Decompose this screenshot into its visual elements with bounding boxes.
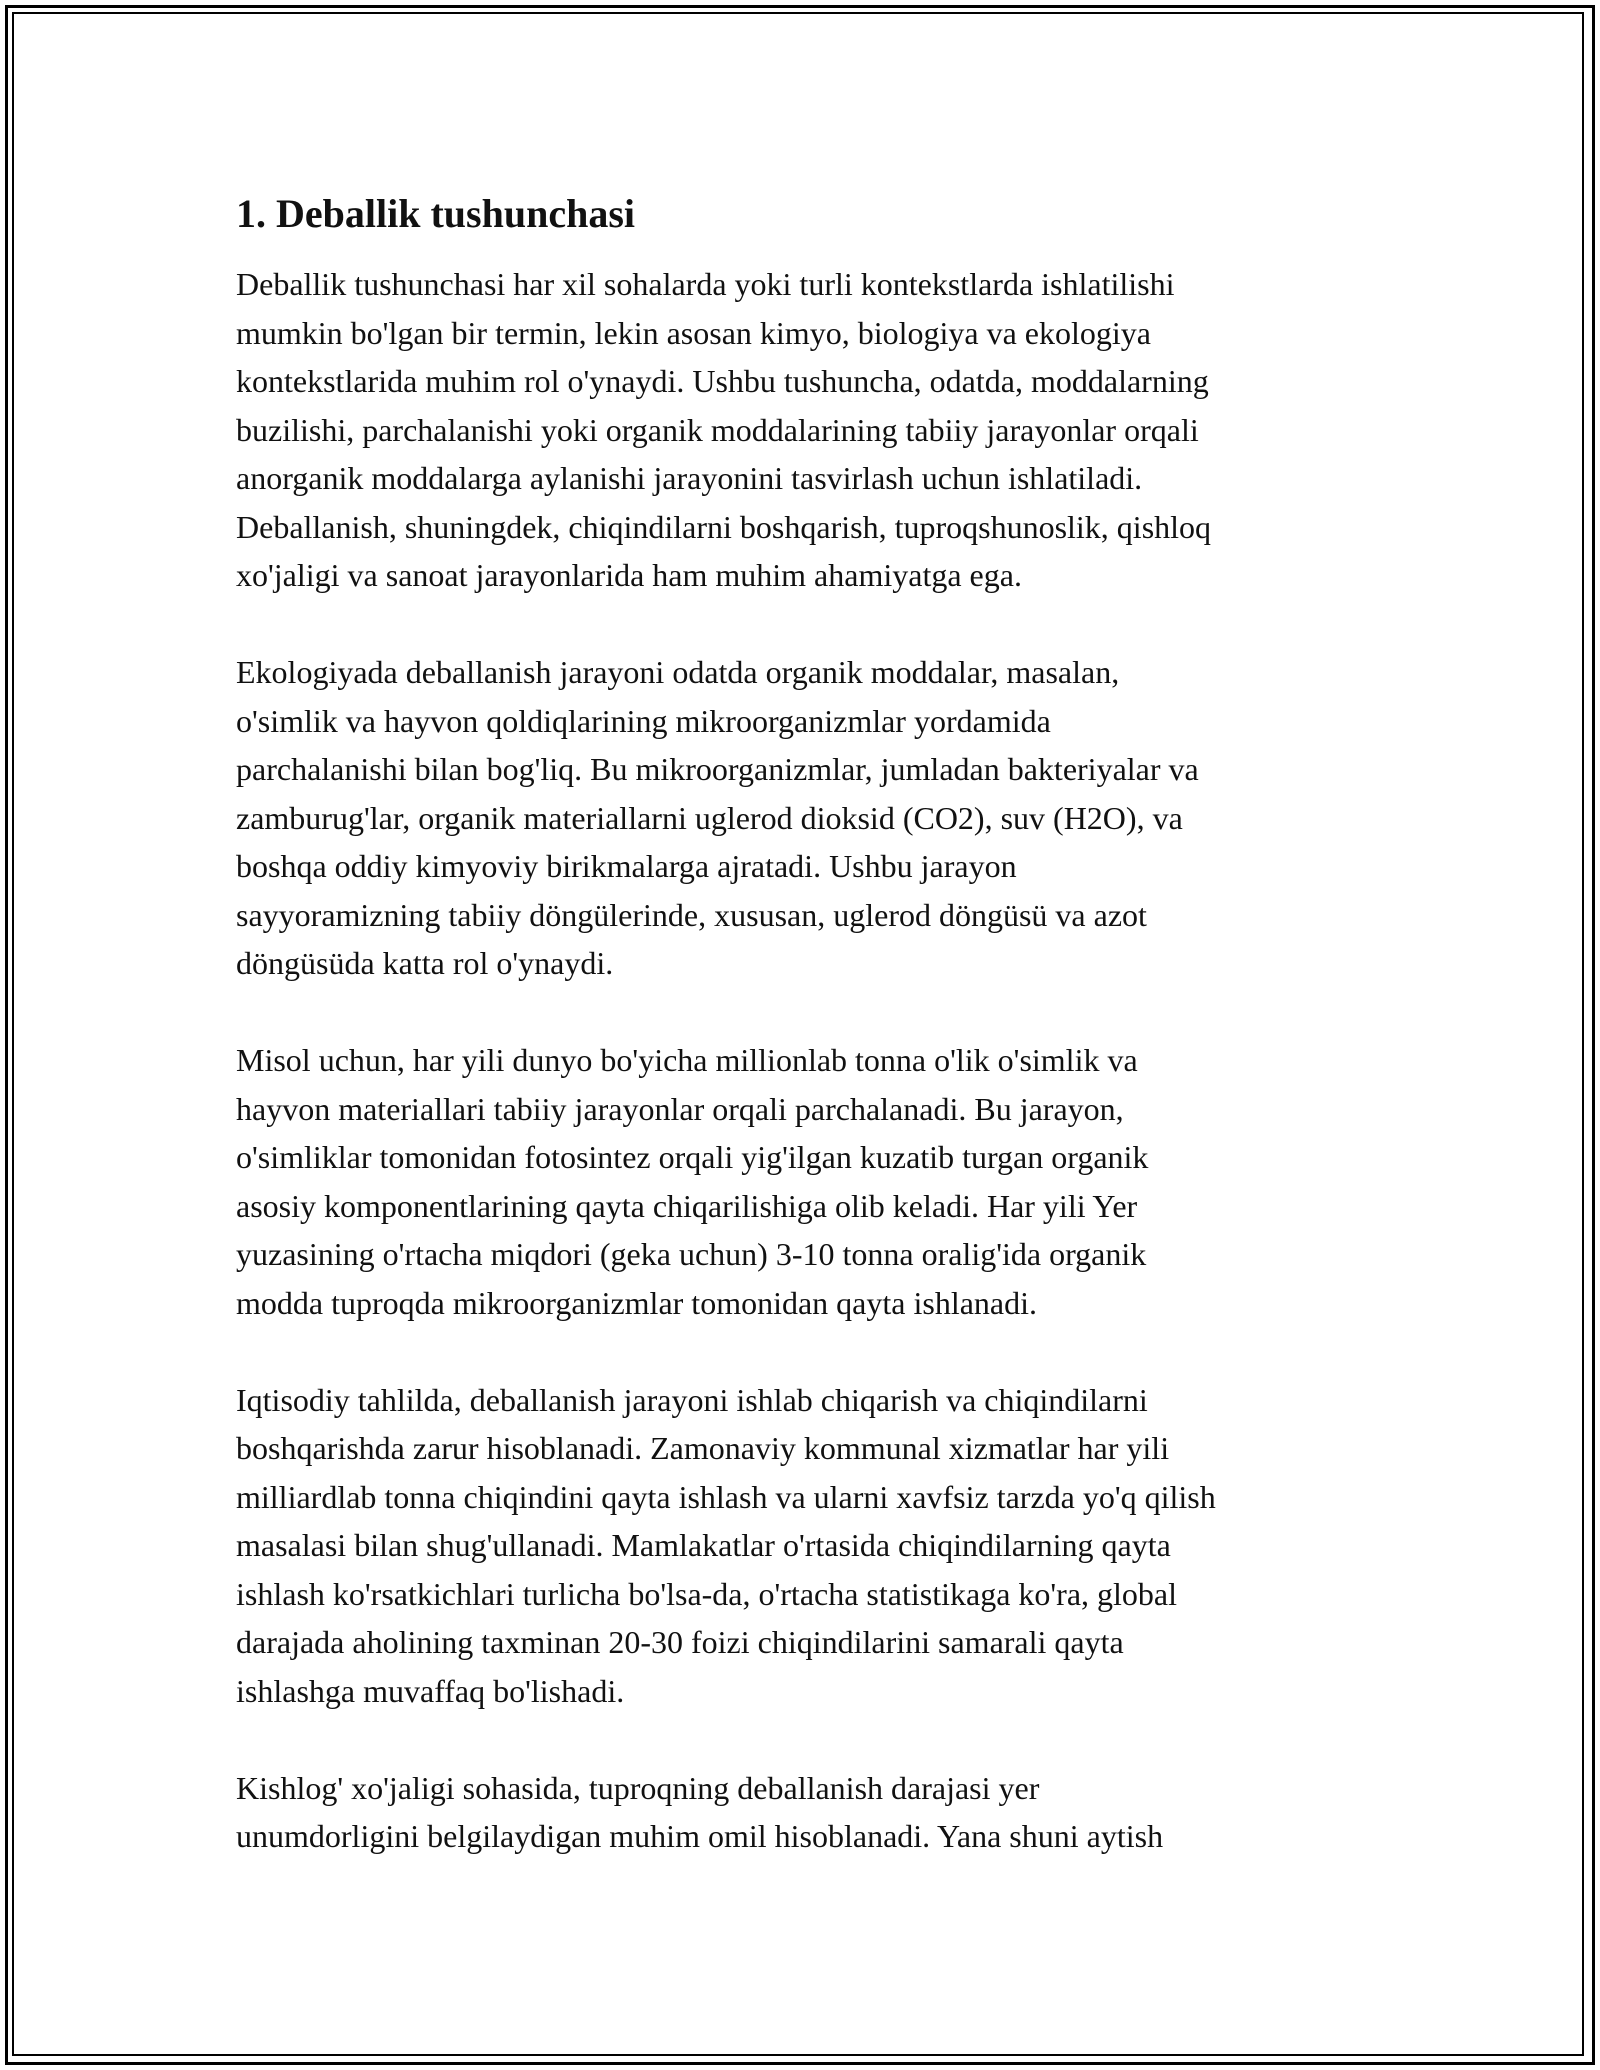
paragraph-example: Misol uchun, har yili dunyo bo'yicha millionlab tonna o'lik o'simlik va hayvon materiallari tabiiy jarayonlar orqali parchalanadi. Bu jarayon, o'simliklar tomonidan fotosintez orqali yig'ilgan kuzatib turgan organik asosiy komponentlarining qayta chiqarilishiga olib keladi. Har yili Yer yuzasining o'rtacha miqdori (geka uchun) 3-10 tonna oralig'ida organik modda tuproqda mikroorganizmlar tomonidan qayta ishlanadi. [236, 1042, 1149, 1321]
paragraph-agriculture: Kishlog' xo'jaligi sohasida, tuproqning deballanish darajasi yer unumdorligini belgilaydigan muhim omil hisoblanadi. Yana shuni aytish [236, 1769, 1164, 1854]
section-heading: 1. Deballik tushunchasi [236, 191, 636, 236]
paragraph-ecology: Ekologiyada deballanish jarayoni odatda organik moddalar, masalan, o'simlik va hayvon qoldiqlarining mikroorganizmlar yordamida parchalanishi bilan bog'liq. Bu mikroorganizmlar, jumladan bakteriyalar va zamburug'lar, organik materiallarni uglerod dioksid (CO2), suv (H2O), va boshqa oddiy kimyoviy birikmalarga ajratadi. Ushbu jarayon sayyoramizning tabiiy döngülerinde, xususan, uglerod döngüsü va azot döngüsüda katta rol o'ynaydi. [236, 654, 1199, 981]
paragraph-intro: Deballik tushunchasi har xil sohalarda yoki turli kontekstlarda ishlatilishi mumkin bo'lgan bir termin, lekin asosan kimyo, biologiya va ekologiya kontekstlarida muhim rol o'ynaydi. Ushbu tushuncha, odatda, moddalarning buzilishi, parchalanishi yoki organik moddalarining tabiiy jarayonlar orqali anorganik moddalarga aylanishi jarayonini tasvirlash uchun ishlatiladi. Deballanish, shuningdek, chiqindilarni boshqarish, tuproqshunoslik, qishloq xo'jaligi va sanoat jarayonlarida ham muhim ahamiyatga ega. [236, 266, 1212, 593]
document-body [236, 188, 1396, 1909]
paragraph-economics: Iqtisodiy tahlilda, deballanish jarayoni ishlab chiqarish va chiqindilarni boshqarishda zarur hisoblanadi. Zamonaviy kommunal xizmatlar har yili milliardlab tonna chiqindini qayta ishlash va ularni xavfsiz tarzda yo'q qilish masalasi bilan shug'ullanadi. Mamlakatlar o'rtasida chiqindilarning qayta ishlash ko'rsatkichlari turlicha bo'lsa-da, o'rtacha statistikaga ko'ra, global darajada aholining taxminan 20-30 foizi chiqindilarini samarali qayta ishlashga muvaffaq bo'lishadi. [236, 1381, 1216, 1709]
